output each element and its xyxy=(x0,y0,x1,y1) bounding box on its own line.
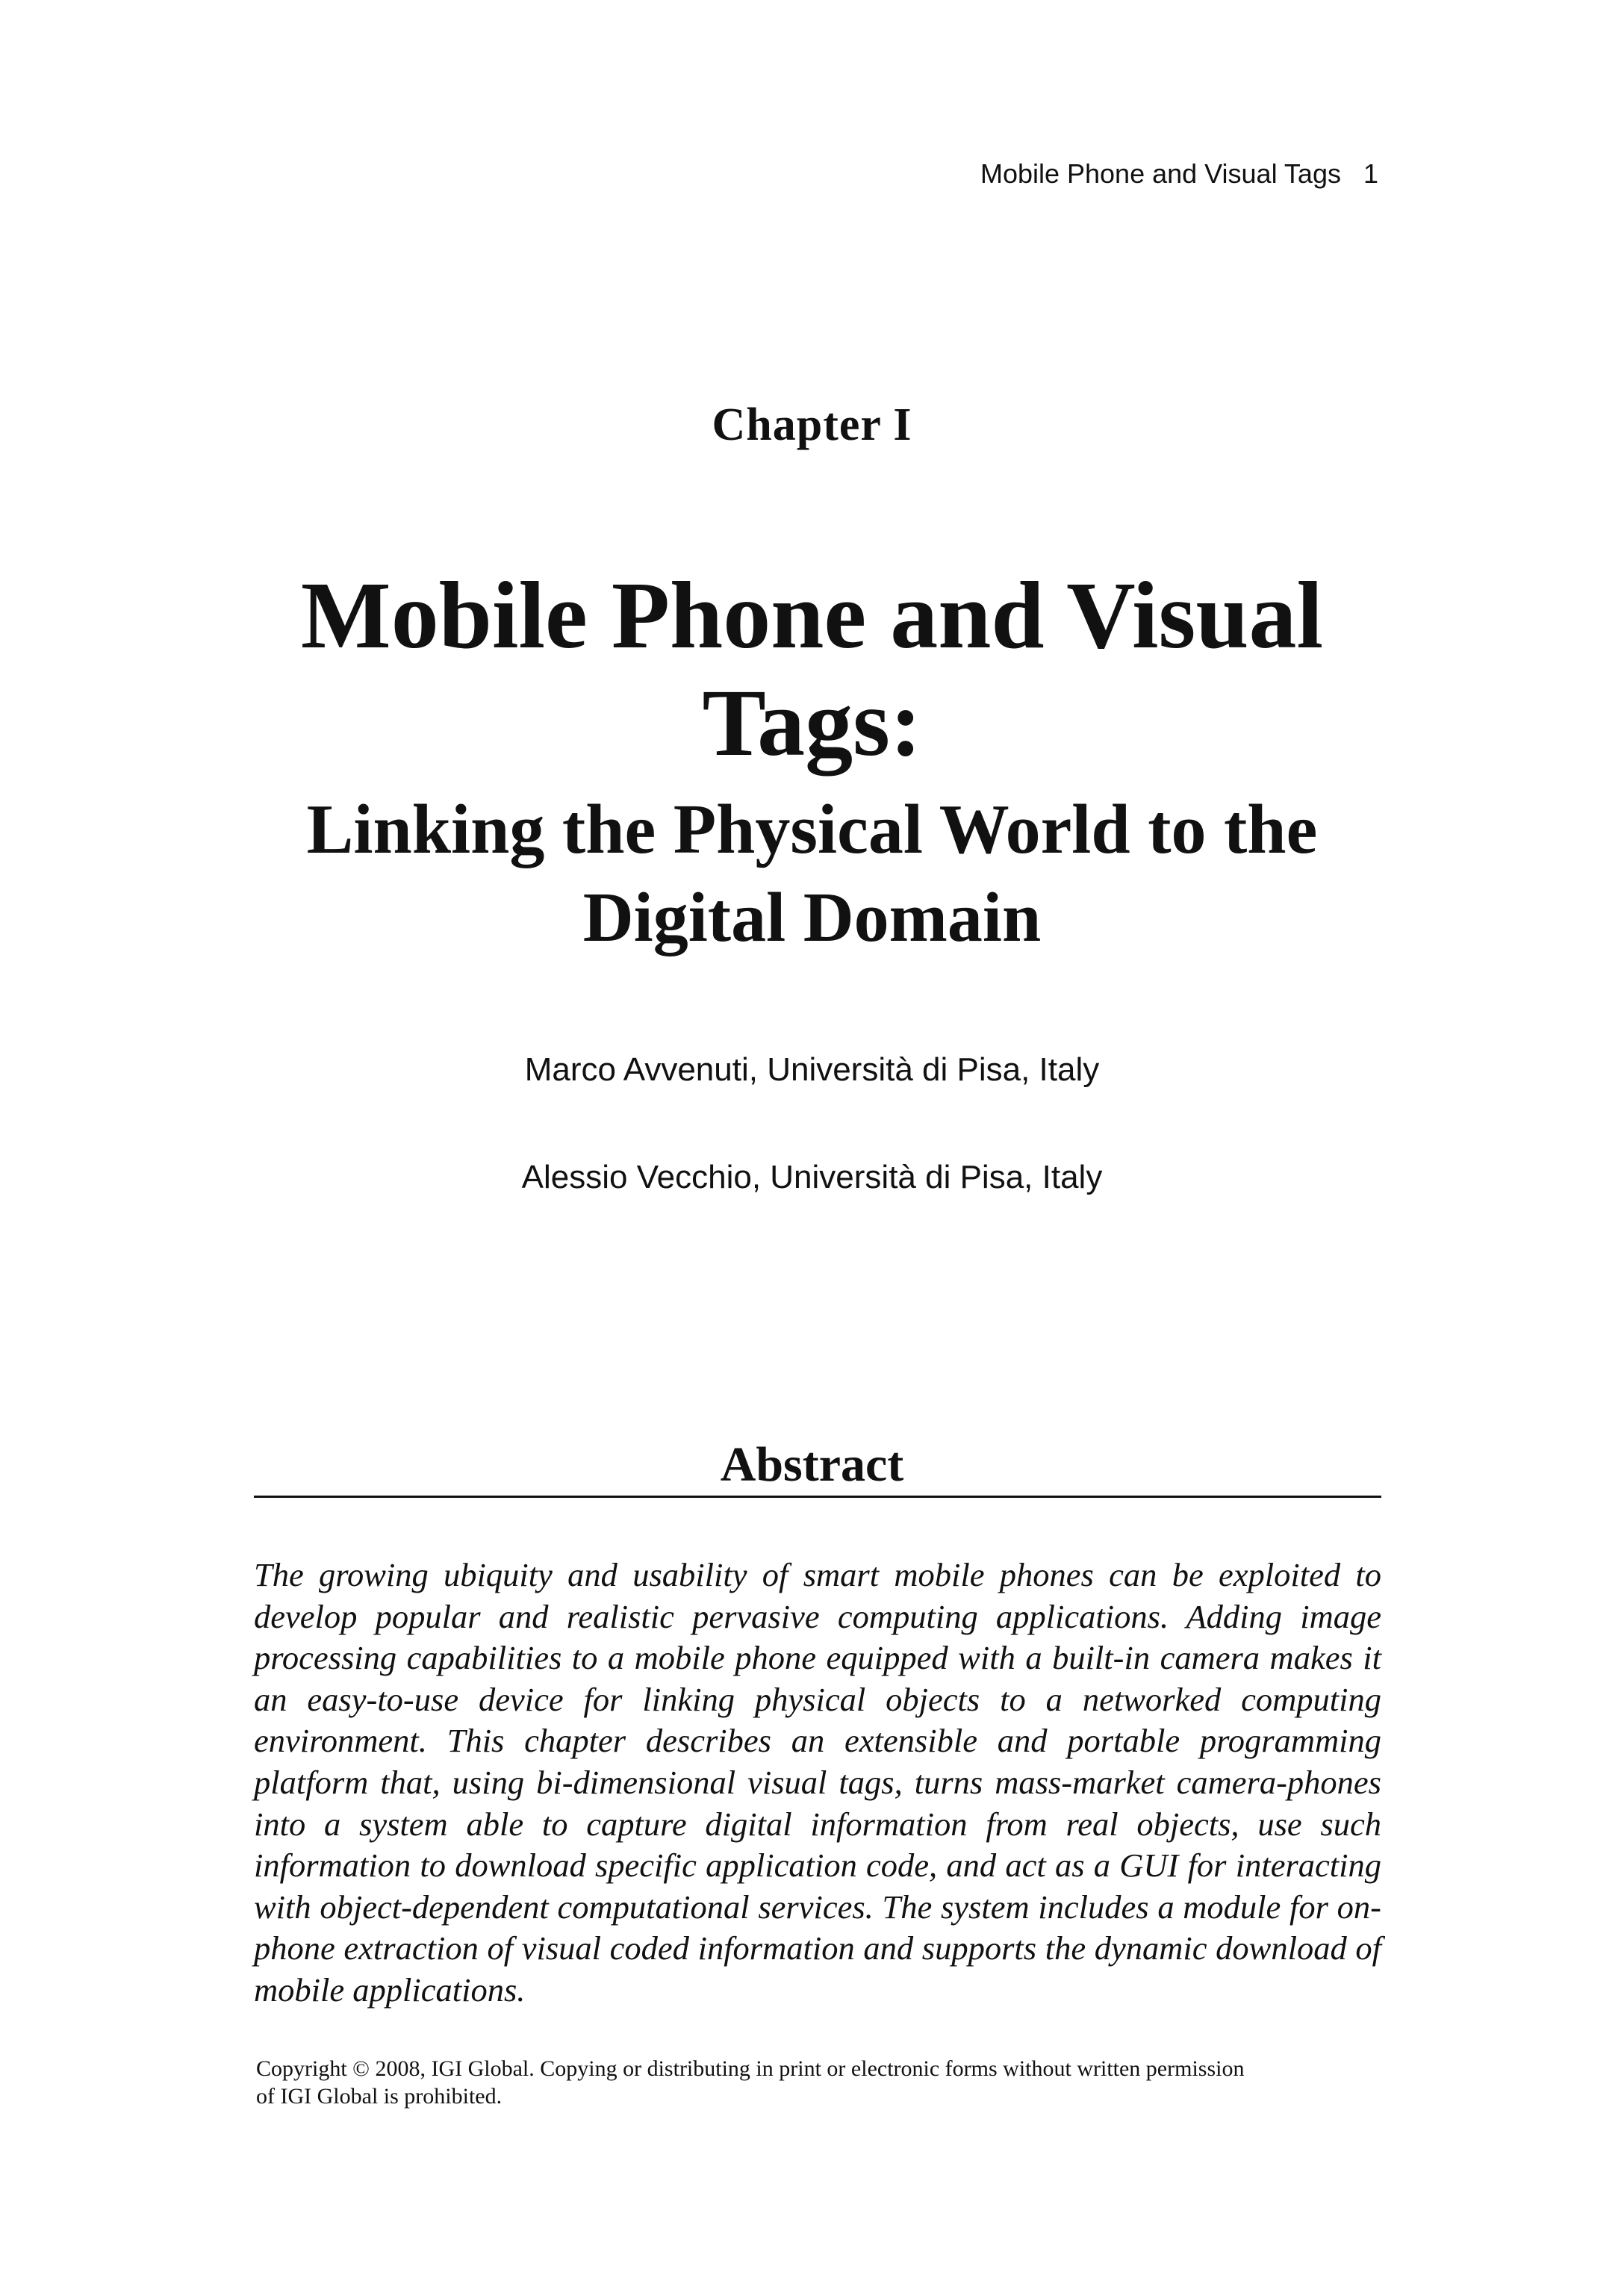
chapter-title xyxy=(224,561,1400,777)
copyright-line-1: Copyright © 2008, IGI Global. Copying or distributing in print or electronic forms without written permission xyxy=(256,2056,1245,2081)
chapter-subtitle-line-2: Digital Domain xyxy=(582,879,1042,956)
chapter-subtitle-line-1: Linking the Physical World to the xyxy=(306,791,1318,868)
running-head xyxy=(980,158,1378,190)
abstract-body: The growing ubiquity and usability of smart mobile phones can be exploited to develop popular and realistic pervasive computing applications. Adding image processing capabilities to a mobile phone equipped with a built-in camera makes it an easy-to-use device for linking physical objects to a networked computing environment. This chapter describes an extensible and portable programming platform that, using bi-dimensional visual tags, turns mass-market camera-phones into a system able to capture digital information from real objects, use such information to download specific application code, and act as a GUI for interacting with object-dependent computational services. The system includes a module for on-phone extraction of visual coded information and supports the dynamic download of mobile applications. xyxy=(254,1556,1381,2009)
page-number: 1 xyxy=(1363,158,1378,189)
copyright-line-2: of IGI Global is prohibited. xyxy=(256,2084,503,2109)
copyright-notice xyxy=(256,2055,1391,2110)
abstract-divider xyxy=(254,1496,1381,1498)
chapter-label: Chapter I xyxy=(712,399,912,450)
author-affiliation-1: Marco Avvenuti, Università di Pisa, Italy xyxy=(524,1051,1100,1088)
chapter-title-line-1: Mobile Phone and Visual xyxy=(300,562,1324,668)
author-affiliation-2: Alessio Vecchio, Università di Pisa, Italy xyxy=(521,1159,1103,1195)
running-head-title: Mobile Phone and Visual Tags xyxy=(980,158,1341,189)
chapter-subtitle xyxy=(224,785,1400,962)
chapter-title-line-2: Tags: xyxy=(702,670,922,776)
abstract-heading: Abstract xyxy=(720,1437,904,1492)
